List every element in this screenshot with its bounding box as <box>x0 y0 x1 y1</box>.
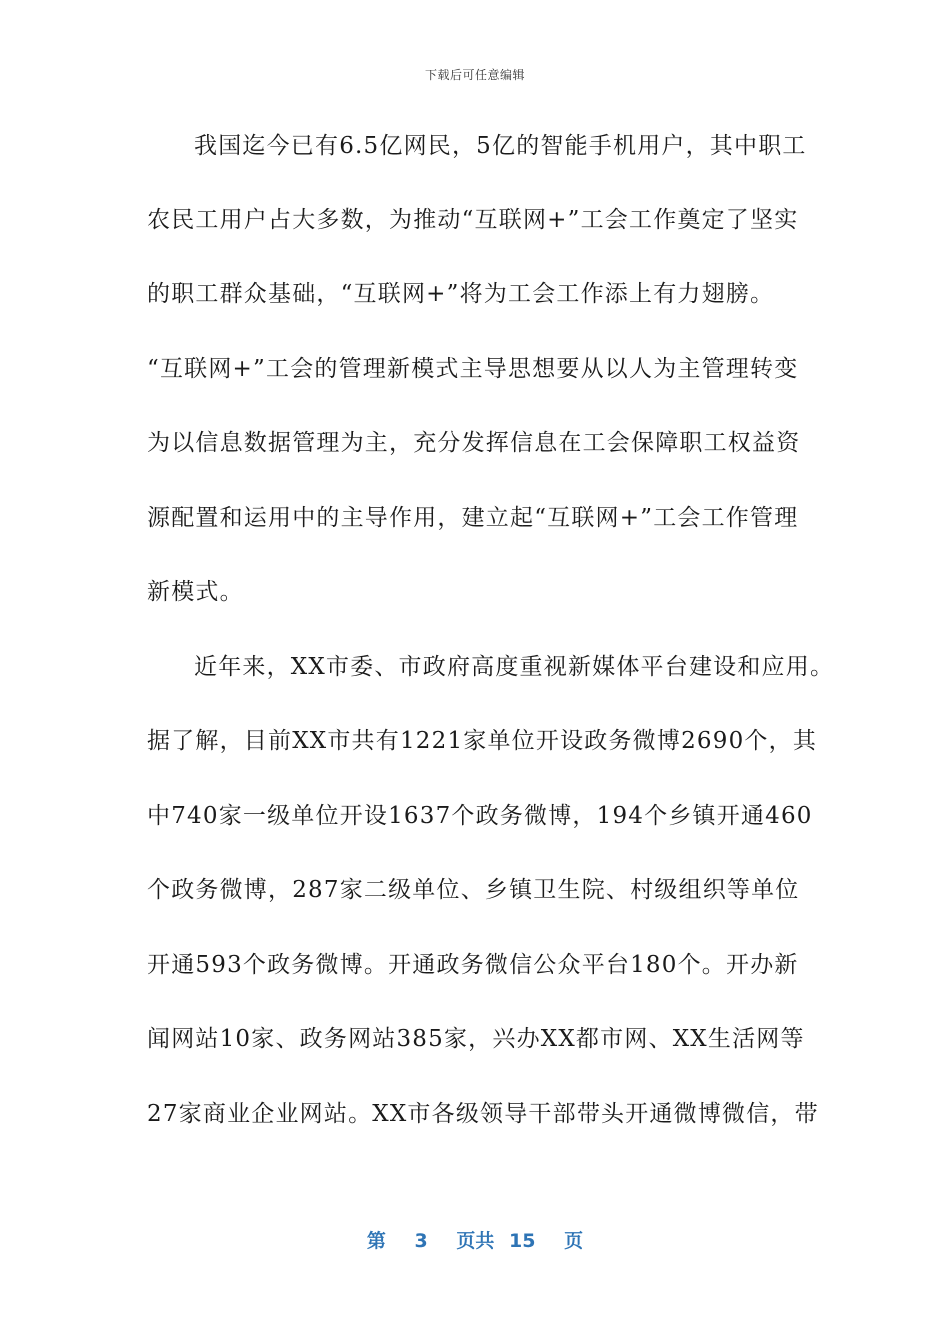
paragraph-line: 27家商业企业网站。XX市各级领导干部带头开通微博微信，带 <box>147 1101 819 1127</box>
page-label-suffix: 页 <box>564 1230 584 1252</box>
paragraph-line: 源配置和运用中的主导作用，建立起“互联网+”工会工作管理 <box>147 505 799 531</box>
paragraph-line: 开通593个政务微博。开通政务微信公众平台180个。开办新 <box>147 952 799 978</box>
paragraph-line: 中740家一级单位开设1637个政务微博，194个乡镇开通460 <box>147 803 813 829</box>
current-page-number: 3 <box>414 1230 428 1252</box>
paragraph-line: 个政务微博，287家二级单位、乡镇卫生院、村级组织等单位 <box>147 877 800 903</box>
paragraph-line: 农民工用户占大多数，为推动“互联网+”工会工作奠定了坚实 <box>147 207 799 233</box>
paragraph-line: 近年来，XX市委、市政府高度重视新媒体平台建设和应用。 <box>194 654 835 680</box>
paragraph-line: 为以信息数据管理为主，充分发挥信息在工会保障职工权益资 <box>147 430 801 456</box>
total-pages-number: 15 <box>509 1230 536 1252</box>
paragraph-line: 据了解，目前XX市共有1221家单位开设政务微博2690个，其 <box>147 728 818 754</box>
download-editable-note: 下载后可任意编辑 <box>424 68 525 82</box>
page-label-mid: 页共 <box>456 1230 495 1252</box>
paragraph-line: 的职工群众基础，“互联网+”将为工会工作添上有力翅膀。 <box>147 281 775 307</box>
paragraph-line: “互联网+”工会的管理新模式主导思想要从以人为主管理转变 <box>147 356 799 382</box>
page-label-prefix: 第 <box>366 1230 386 1252</box>
paragraph-line: 我国迄今已有6.5亿网民，5亿的智能手机用户，其中职工 <box>194 133 807 159</box>
paragraph-line: 闻网站10家、政务网站385家，兴办XX都市网、XX生活网等 <box>147 1026 805 1052</box>
page-number-footer <box>0 1226 950 1253</box>
paragraph-line: 新模式。 <box>147 579 244 605</box>
